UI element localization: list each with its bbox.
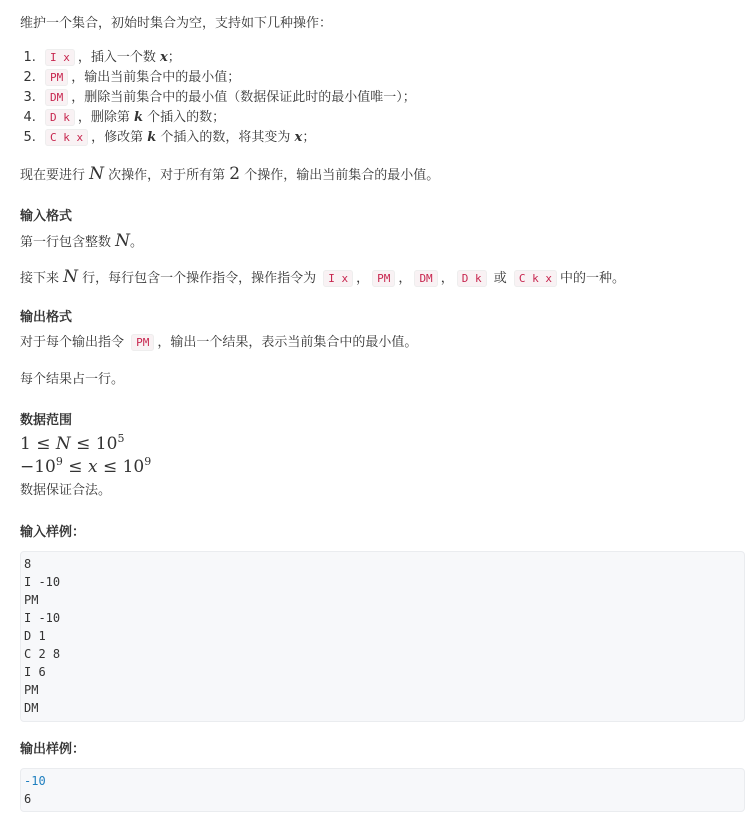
code-line: PM [24,683,39,697]
code-line: PM [24,593,39,607]
code-snippet: D k [45,109,75,126]
input-format-heading: 输入格式 [20,209,73,224]
operation-list [20,48,416,148]
code-line: I -10 [24,611,61,625]
code-line: C 2 8 [24,647,61,661]
operation-text: ； [302,130,316,145]
code-snippet: DM [414,270,437,287]
math-var: k [134,110,144,125]
output-format-heading: 输出格式 [20,310,73,325]
code-snippet: PM [45,69,68,86]
operation-text: ，删除当前集合中的最小值（数据保证此时的最小值唯一）； [71,90,416,105]
code-snippet: I x [45,49,75,66]
sample-input-heading: 输入样例： [20,525,86,540]
input-format-line2: 接下来 N 行，每行包含一个操作指令，操作指令为 I x ， PM ， DM ， D k 或 C k x 中的一种。 [20,267,626,287]
code-snippet: I x [323,270,353,287]
intro-text: 维护一个集合，初始时集合为空，支持如下几种操作： [20,16,333,31]
operation-text: 个插入的数； [143,110,226,125]
range-heading: 数据范围 [20,413,73,428]
list-item [40,108,416,128]
list-item [40,88,416,108]
sample-input-block[interactable] [20,551,745,722]
list-item [40,48,416,68]
list-item [40,128,416,148]
sample-output-heading: 输出样例： [20,742,86,757]
summary-text: 现在要进行 N 次操作，对于所有第 2 个操作，输出当前集合的最小值。 [20,164,440,184]
math-var: k [147,130,157,145]
math-var: x [160,50,168,65]
list-item [40,68,416,88]
code-line: -10 [24,774,46,788]
code-line: I 6 [24,665,46,679]
operation-text: ，输出当前集合中的最小值； [71,70,241,85]
range-line2: $-10^9 \le x \le 10^9$ [20,455,152,477]
output-format-line1: 对于每个输出指令 PM ，输出一个结果，表示当前集合中的最小值。 [20,335,418,350]
operation-text: ，删除第 [77,110,135,125]
operation-text: ，插入一个数 [77,50,161,65]
code-line: 6 [24,792,32,806]
range-note: 数据保证合法。 [20,483,112,498]
code-line: 8 [24,557,32,571]
code-snippet: DM [45,89,68,106]
code-line: I -10 [24,575,61,589]
code-snippet: D k [457,270,487,287]
code-snippet: C k x [45,129,88,146]
operation-text: ，修改第 [91,130,148,145]
code-snippet: C k x [514,270,557,287]
operation-text: ； [167,50,181,65]
range-line1: $1 \le N \le 10^5$ [20,432,125,454]
operation-text: 个插入的数，将其变为 [156,130,295,145]
input-format-line1: 第一行包含整数 N。 [20,231,144,251]
output-format-line2: 每个结果占一行。 [20,372,125,387]
math-var: x [294,130,303,145]
code-snippet: PM [372,270,395,287]
sample-output-block[interactable] [20,768,745,812]
code-line: DM [24,701,39,715]
code-snippet: PM [131,334,154,351]
code-line: D 1 [24,629,46,643]
